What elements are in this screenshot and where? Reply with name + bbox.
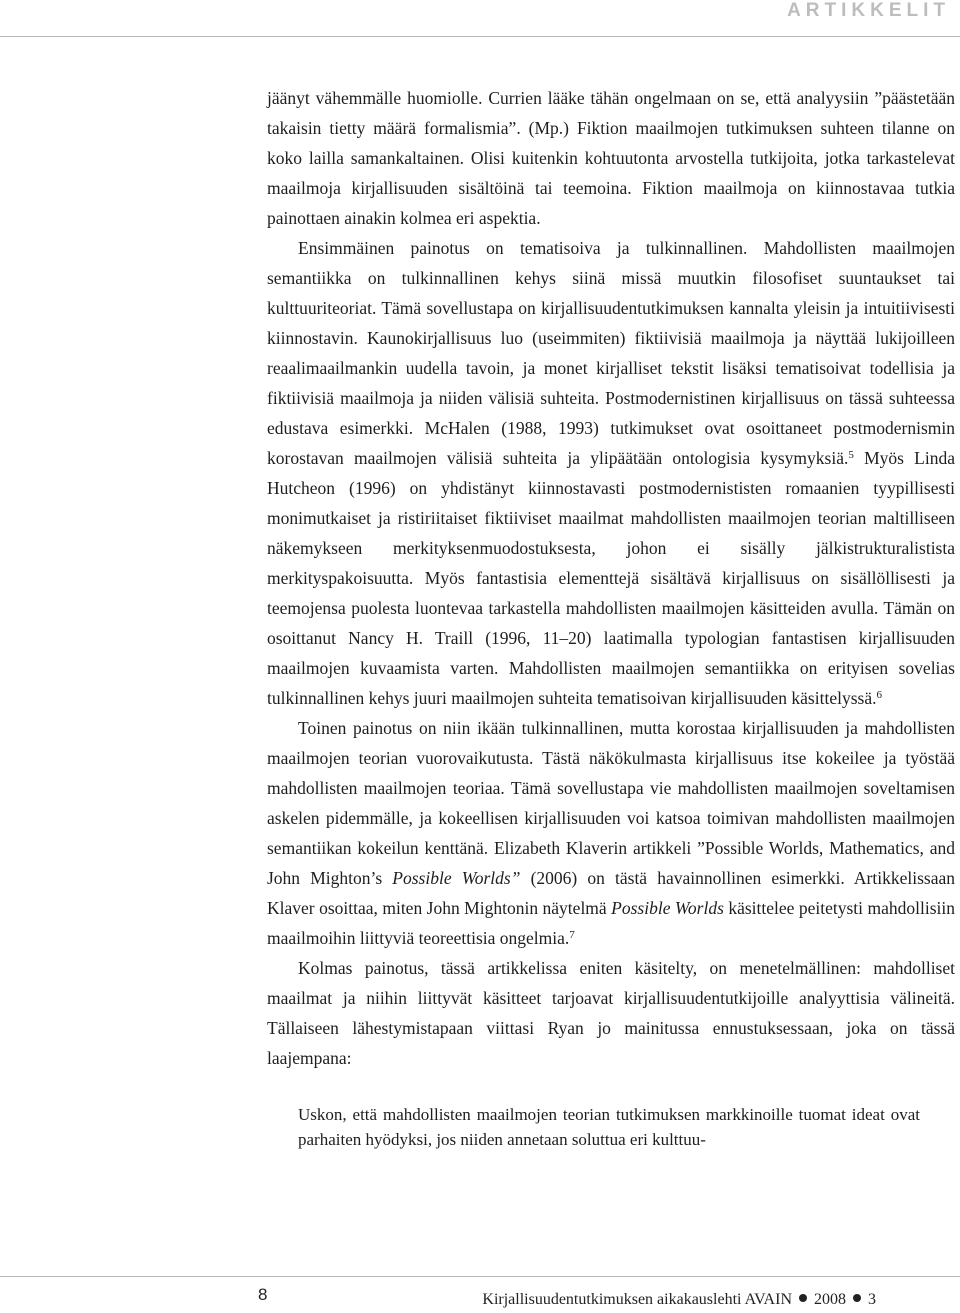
paragraph-2-text-a: Ensimmäinen painotus on tematisoiva ja tulkinnallinen. Mahdollisten maailmojen semantiikka on tulkinnallinen kehys siinä missä muutkin filosofiset suuntaukset tai kulttuuriteoriat. Tämä sovellustapa on kirjallisuudentutkimuksen kannalta yleisin ja intuitiivisesti kiinnostavin. Kaunokirjallisuus luo (useimmiten) fiktiivisiä maailmoja ja näyttää lukijoilleen reaalimaailmankin uudella tavoin, ja monet kirjalliset tekstit lisäksi tematisoivat todellisia ja fiktiivisiä maailmoja ja niiden välisiä suhteita. Postmodernistinen kirjallisuus on tässä suhteessa edustava esimerkki. McHalen (1988, 1993) tutkimukset ovat osoittaneet postmodernismin korostavan maailmojen välisiä suhteita ja ylipäätään ontologisia kysymyksiä. [267, 238, 955, 468]
paragraph-3-text-b: (2006) on tästä havainnollinen esimerkki. Artikkelissaan Klaver osoittaa, miten John Mightonin näytelmä [267, 868, 955, 918]
article-body [267, 83, 955, 1152]
paragraph-3-text-c: käsittelee peitetysti mahdollisiin maailmoihin liittyviä teoreettisia ongelmia. [267, 898, 955, 948]
paragraph-2-text-b: Myös Linda Hutcheon (1996) on yhdistänyt kiinnostavasti postmodernististen romaanien tyypillisesti monimutkaiset ja ristiriitaiset fiktiiviset maailmat mahdollisten maailmojen teorian maltilliseen näkemykseen merkityksenmuodostuksesta, johon ei sisälly jälkistrukturalistista merkityspakoisuutta. Myös fantastisia elementtejä sisältävä kirjallisuus on sisällöllisesti ja teemojensa puolesta luontevaa tarkastella mahdollisten maailmojen käsitteiden avulla. Tämän on osoittanut Nancy H. Traill (1996, 11–20) laatimalla typologian fantastisen kirjallisuuden maailmojen kuvaamista varten. Mahdollisten maailmojen semantiikka on erityisen sovelias tulkinnallinen kehys juuri maailmojen suhteita tematisoivan kirjallisuuden käsittelyssä. [267, 448, 955, 708]
paragraph-2 [267, 233, 955, 713]
page-number: 8 [258, 1285, 268, 1304]
paragraph-4: Kolmas painotus, tässä artikkelissa eniten käsitelty, on menetelmällinen: mahdolliset maailmat ja niihin liittyvät käsitteet tarjoavat kirjallisuudentutkijoille analyyttisia välineitä. Tällaiseen lähestymistapaan viittasi Ryan jo mainitussa ennustuksessaan, joka on tässä laajempana: [267, 958, 955, 1068]
bullet-dot-icon [799, 1294, 807, 1302]
footnote-ref-6[interactable]: 6 [876, 689, 882, 701]
journal-name: Kirjallisuudentutkimuksen aikakauslehti AVAIN [482, 1291, 792, 1308]
bottom-rule [0, 1276, 960, 1277]
paragraph-3 [267, 713, 955, 953]
italic-title-2: Possible Worlds [611, 898, 724, 918]
paragraph-3-text-a: Toinen painotus on niin ikään tulkinnallinen, mutta korostaa kirjallisuuden ja mahdollisten maailmojen teorian vuorovaikutusta. Tästä näkökulmasta kirjallisuus itse kokeilee ja työstää mahdollisten maailmojen teoriaa. Tämä sovellustapa vie mahdollisten maailmojen soveltamisen askelen pidemmälle, ja kokeellisen kirjallisuuden voi katsoa toimivan mahdollisten maailmojen semantiikan kokeilun kenttänä. Elizabeth Klaverin artikkeli ”Possible Worlds, Mathematics, and John Mighton’s [267, 718, 955, 888]
bullet-dot-icon [853, 1294, 861, 1302]
journal-issue: 3 [868, 1291, 876, 1308]
paragraph-1: jäänyt vähemmälle huomiolle. Currien lääke tähän ongelmaan on se, että analyysiin ”päästetään takaisin tietty määrä formalismia”. (Mp.) Fiktion maailmojen tutkimuksen suhteen tilanne on koko lailla samankaltainen. Olisi kuitenkin kohtuutonta arvostella tutkijoita, jotka tarkastelevat maailmoja kirjallisuuden sisältöinä tai teemoina. Fiktion maailmoja on kiinnostavaa tutkia painottaen ainakin kolmea eri aspektia. [267, 88, 955, 228]
block-quote: Uskon, että mahdollisten maailmojen teorian tutkimuksen markkinoille tuomat ideat ovat parhaiten hyödyksi, jos niiden annetaan soluttua eri kulttuu- [298, 1105, 920, 1149]
italic-title-1: Possible Worlds” [392, 868, 521, 888]
journal-year: 2008 [814, 1291, 846, 1308]
footnote-ref-7[interactable]: 7 [569, 929, 575, 941]
footnote-ref-5[interactable]: 5 [848, 449, 854, 461]
journal-footer [482, 1291, 876, 1309]
section-label: ARTIKKELIT [787, 0, 950, 21]
top-rule [0, 36, 960, 37]
